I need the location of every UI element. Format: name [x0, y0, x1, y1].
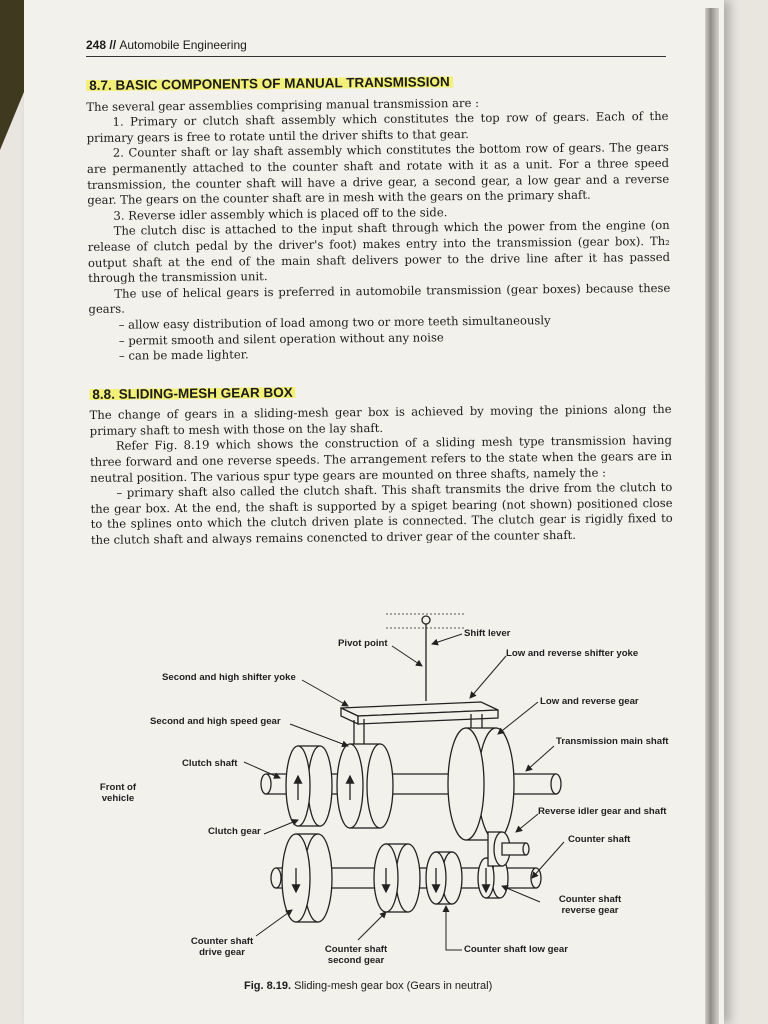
page-header — [86, 38, 666, 57]
label-second-high-yoke: Second and high shifter yoke — [162, 672, 296, 683]
page-number: 248 — [86, 38, 107, 52]
page-edge — [705, 8, 719, 1024]
section-title: BASIC COMPONENTS OF MANUAL TRANSMISSION — [115, 74, 450, 93]
gearbox-figure — [86, 606, 686, 1006]
label-shift-lever: Shift lever — [464, 628, 511, 639]
list-item: 1. Primary or clutch shaft assembly which constitutes the top row of gears. Each of the primary gears is free to rotate until the driver shifts to that gear. — [86, 109, 669, 145]
label-low-reverse-yoke: Low and reverse shifter yoke — [506, 648, 639, 659]
paragraph: The several gear assemblies comprising manual transmission are : — [86, 95, 480, 114]
label-counter-shaft-low-gear: Counter shaft low gear — [464, 944, 568, 955]
paragraph: Refer Fig. 8.19 which shows the construction of a sliding mesh type transmission having three forward and one reverse speeds. The arrangement refers to the state when the gears are in neutral position. The various spur type gears are mounted on three shafts, namely the : — [90, 433, 673, 485]
lever-knob — [422, 616, 430, 624]
section-8-8-heading — [89, 381, 671, 403]
label-transmission-main-shaft: Transmission main shaft — [556, 736, 669, 747]
label-reverse-idler: Reverse idler gear and shaft — [538, 806, 667, 817]
figure-caption — [244, 980, 492, 992]
label-second-high-gear: Second and high speed gear — [150, 716, 281, 727]
label-counter-shaft-second-gear: Counter shaft second gear — [324, 944, 388, 966]
bullet-item: – can be made lighter. — [118, 347, 249, 363]
label-counter-shaft-reverse-gear: Counter shaft reverse gear — [558, 894, 622, 916]
label-pivot-point: Pivot point — [338, 638, 388, 649]
label-clutch-gear: Clutch gear — [208, 826, 261, 837]
paragraph: The change of gears in a sliding-mesh gear box is achieved by moving the pinions along the primary shaft to mesh with those on the lay shaft. — [89, 402, 672, 438]
caption-text: Sliding-mesh gear box (Gears in neutral) — [294, 980, 493, 992]
label-low-reverse-gear: Low and reverse gear — [540, 696, 639, 707]
header-separator: // — [106, 38, 120, 52]
paragraph: – primary shaft also called the clutch shaft. This shaft transmits the drive from the clutch to the gear box. At the end, the shaft is supported by a spiget bearing (not shown) positioned close to the splines onto which the clutch driven plate is connected. The clutch gear is rigidly fixed to the clutch shaft and always remains conencted to driver gear of the counter shaft. — [90, 480, 673, 548]
label-front-of-vehicle: Front of vehicle — [99, 782, 137, 804]
paragraph: The clutch disc is attached to the input shaft through which the power from the engine (on release of clutch pedal by the driver's foot) makes entry into the transmission (gear box). Th₂ output shaft at the end of the main shaft delivers power to the drive line after it has passed through the transmission unit. — [87, 218, 671, 286]
section-title: SLIDING-MESH GEAR BOX — [118, 384, 293, 402]
section-number: 8.7. — [89, 77, 112, 93]
label-clutch-shaft: Clutch shaft — [182, 758, 238, 769]
bullet-item: – allow easy distribution of load among two or more teeth simultaneously — [118, 313, 551, 332]
label-counter-shaft: Counter shaft — [568, 834, 631, 845]
section-8-7-heading — [86, 72, 668, 94]
bullet-item: – permit smooth and silent operation without any noise — [118, 329, 444, 348]
caption-number: Fig. 8.19. — [244, 980, 292, 992]
label-counter-shaft-drive-gear: Counter shaft drive gear — [190, 936, 254, 958]
page-body — [86, 66, 673, 549]
list-item: 3. Reverse idler assembly which is placed off to the side. — [113, 204, 448, 223]
list-item: 2. Counter shaft or lay shaft assembly which constitutes the bottom row of gears. The gears are permanently attached to the counter shaft and rotate with it as a unit. For a three speed transmission, the counter shaft will have a drive gear, a second gear, a low gear and a reverse gear. The gears on the counter shaft are in mesh with the gears on the primary shaft. — [86, 140, 670, 208]
book-title: Automobile Engineering — [119, 38, 247, 52]
section-number: 8.8. — [92, 386, 115, 402]
paragraph: The use of helical gears is preferred in automobile transmission (gear boxes) because these gears. — [88, 280, 671, 317]
